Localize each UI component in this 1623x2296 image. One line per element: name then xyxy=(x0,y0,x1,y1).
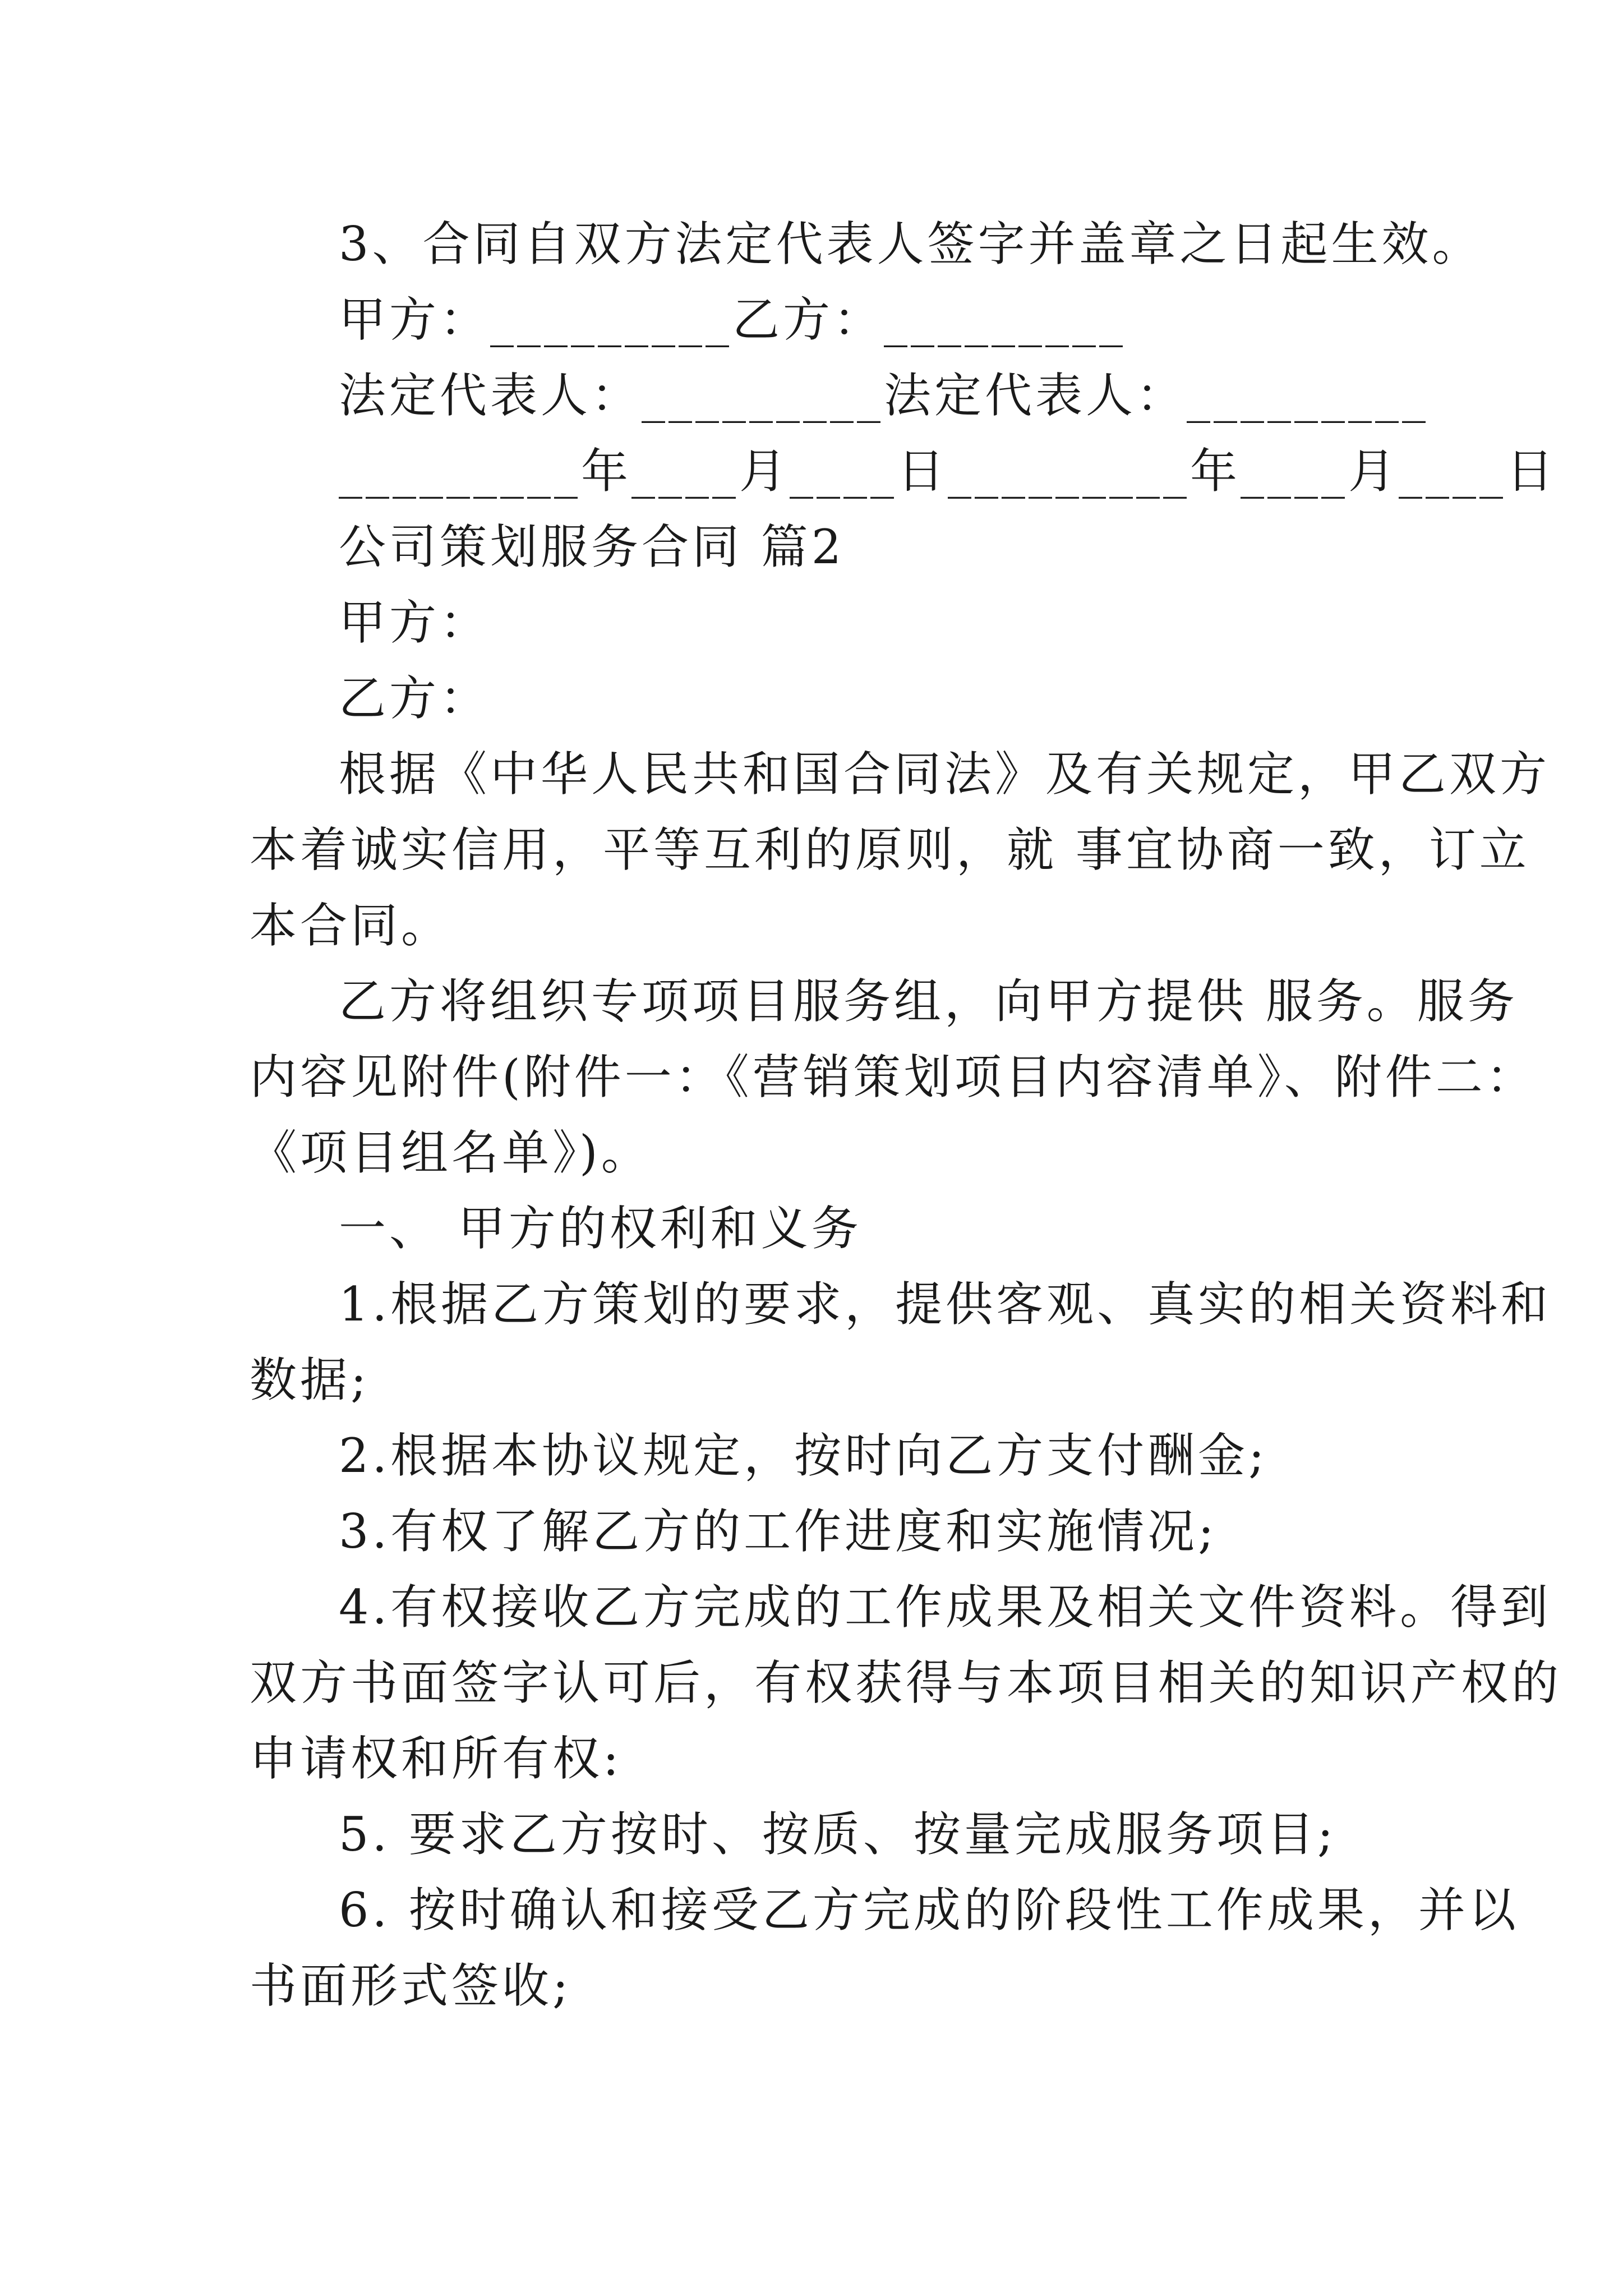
obligation-3: 3.有权了解乙方的工作进度和实施情况; xyxy=(339,1504,1218,1559)
clause-effective-date: 3、合同自双方法定代表人签字并盖章之日起生效。 xyxy=(339,217,1483,272)
obligation-4-line-2: 双方书面签字认可后，有权获得与本项目相关的知识产权的 xyxy=(250,1655,1562,1710)
preamble-line-3: 本合同。 xyxy=(250,898,452,953)
preamble-line-2: 本着诚实信用，平等互利的原则，就 事宜协商一致，订立 xyxy=(250,822,1530,877)
obligation-2: 2.根据本协议规定，按时向乙方支付酬金; xyxy=(339,1428,1268,1483)
obligation-6-line-2: 书面形式签收; xyxy=(250,1958,572,2013)
legal-rep-signature-line: 法定代表人：_________法定代表人：_________ xyxy=(339,368,1430,423)
obligation-5: 5. 要求乙方按时、按质、按量完成服务项目; xyxy=(339,1807,1337,1862)
party-a-label: 甲方： xyxy=(339,595,491,650)
service-line-2: 内容见附件(附件一：《营销策划项目内容清单》、附件二： xyxy=(250,1050,1537,1105)
preamble-line-1: 根据《中华人民共和国合同法》及有关规定，甲乙双方 xyxy=(339,747,1551,802)
obligation-4-line-1: 4.有权接收乙方完成的工作成果及相关文件资料。得到 xyxy=(339,1580,1552,1635)
party-b-label: 乙方： xyxy=(339,671,491,726)
obligation-6-line-1: 6. 按时确认和接受乙方完成的阶段性工作成果，并以 xyxy=(339,1883,1519,1938)
obligation-1-line-1: 1.根据乙方策划的要求，提供客观、真实的相关资料和 xyxy=(339,1277,1552,1332)
rights-heading: 一、 甲方的权利和义务 xyxy=(339,1201,862,1256)
obligation-1-line-2: 数据; xyxy=(250,1352,370,1407)
obligation-4-line-3: 申请权和所有权: xyxy=(250,1731,623,1786)
section-title: 公司策划服务合同 篇2 xyxy=(339,519,845,574)
party-signature-line: 甲方：_________乙方：_________ xyxy=(339,292,1127,347)
service-line-3: 《项目组名单》)。 xyxy=(250,1125,652,1180)
service-line-1: 乙方将组织专项项目服务组，向甲方提供 服务。服务 xyxy=(339,974,1518,1029)
date-signature-line: _________年____月____日_________年____月____日 xyxy=(339,444,1557,499)
